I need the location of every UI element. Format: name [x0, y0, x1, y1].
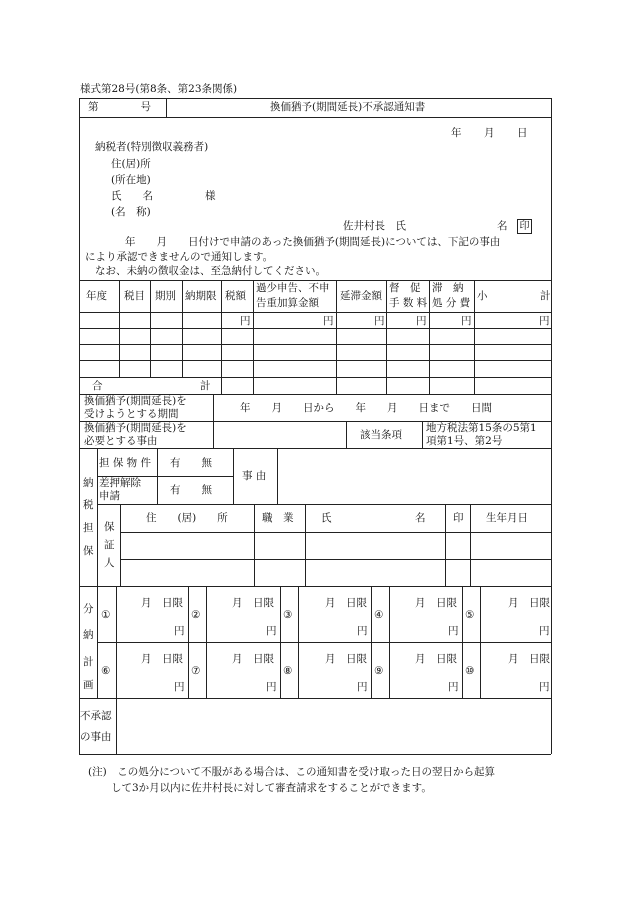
th-disp-fee-2: 処 分 費: [432, 297, 471, 309]
inst-2-date: 月 日限: [232, 597, 274, 609]
clause-value-1: 地方税法第15条の5第1: [426, 422, 537, 434]
installment-side-1: 分: [83, 603, 94, 615]
mark-4: ④: [374, 609, 384, 621]
total-left: 合: [92, 380, 103, 392]
taxpayer-name-label: 氏 名: [111, 190, 153, 202]
date-month: 月: [484, 127, 495, 139]
mayor-label: 佐井村長 氏: [343, 220, 406, 232]
note-line-2: して3か月以内に佐井村長に対して審査請求をすることができます。: [111, 782, 432, 794]
collateral-side-3: 担: [83, 522, 94, 534]
body-line-1: 年 月 日付けで申請のあった換価猶予(期間延長)については、下記の事由: [125, 236, 501, 248]
inst-3-date: 月 日限: [325, 597, 367, 609]
th-amount: 税額: [225, 290, 246, 302]
reason-label-2: 必要とする事由: [84, 435, 158, 447]
guarantor-2: 証: [104, 539, 115, 551]
inst-10-yen: 円: [539, 681, 550, 693]
th-penalty-2: 告重加算金額: [256, 297, 319, 309]
date-day: 日: [517, 127, 528, 139]
refusal-label-1: 不承認: [80, 710, 112, 722]
mayor-seal: 印: [517, 219, 532, 234]
period-label-2: 受けようとする期間: [84, 408, 179, 420]
period-value: 年 月 日から 年 月 日まで 日間: [240, 402, 492, 414]
inst-8-date: 月 日限: [325, 653, 367, 665]
inst-2-yen: 円: [266, 625, 277, 637]
inst-10-date: 月 日限: [508, 653, 550, 665]
mark-2: ②: [191, 609, 201, 621]
installment-side-2: 納: [83, 629, 94, 641]
document-title: 換価猶予(期間延長)不承認通知書: [270, 101, 426, 113]
release-label-1: 差押解除: [99, 477, 141, 489]
mark-1: ①: [101, 609, 111, 621]
mark-5: ⑤: [465, 609, 475, 621]
property-yes-no: 有 無: [170, 457, 212, 469]
mark-10: ⑩: [465, 665, 475, 677]
taxpayer-sama: 様: [205, 190, 216, 202]
taxpayer-address: 住(居)所: [111, 158, 151, 170]
period-label-1: 換価猶予(期間延長)を: [84, 395, 187, 407]
yen-disp-fee: 円: [461, 315, 472, 327]
date-year: 年: [451, 127, 462, 139]
mark-6: ⑥: [101, 665, 111, 677]
mark-3: ③: [283, 609, 293, 621]
body-line-2: により承認できませんので通知します。: [85, 251, 274, 263]
inst-3-yen: 円: [357, 625, 368, 637]
yen-amount: 円: [240, 315, 251, 327]
installment-side-4: 画: [83, 679, 94, 691]
inst-7-yen: 円: [266, 681, 277, 693]
th-year: 年度: [86, 290, 107, 302]
collateral-reason: 事 由: [242, 470, 267, 482]
guarantor-1: 保: [104, 521, 115, 533]
collateral-side-4: 保: [83, 545, 94, 557]
collateral-side-1: 納: [83, 477, 94, 489]
yen-prom-fee: 円: [416, 315, 427, 327]
installment-side-3: 計: [83, 656, 94, 668]
reason-label-1: 換価猶予(期間延長)を: [84, 422, 187, 434]
inst-6-yen: 円: [174, 681, 185, 693]
inst-6-date: 月 日限: [141, 653, 183, 665]
inst-1-date: 月 日限: [141, 597, 183, 609]
th-disp-fee-1: 滞 納: [432, 282, 464, 294]
mayor-name-suffix: 名: [497, 220, 508, 232]
col-job: 職 業: [262, 512, 294, 524]
th-deadline: 納期限: [185, 290, 217, 302]
inst-8-yen: 円: [357, 681, 368, 693]
form-id: 様式第28号(第8条、第23条関係): [80, 83, 238, 95]
col-name-l: 氏: [321, 512, 332, 524]
taxpayer-location: (所在地): [111, 174, 151, 186]
mark-9: ⑨: [374, 665, 384, 677]
body-line-3: なお、未納の徴収金は、至急納付してください。: [95, 265, 326, 277]
release-label-2: 申請: [99, 490, 120, 502]
col-address: 住 (居) 所: [146, 512, 228, 524]
th-prom-fee-2: 手 数 料: [389, 297, 428, 309]
guarantor-3: 人: [104, 557, 115, 569]
release-yes-no: 有 無: [170, 484, 212, 496]
th-penalty-1: 過少申告、不申: [256, 282, 330, 294]
total-right: 計: [200, 380, 211, 392]
th-delay: 延滞金額: [340, 290, 382, 302]
taxpayer-company-label: (名 称): [111, 206, 151, 218]
clause-value-2: 項第1号、第2号: [426, 435, 503, 447]
inst-9-date: 月 日限: [415, 653, 457, 665]
number-label: 第 号: [88, 101, 151, 113]
inst-4-yen: 円: [448, 625, 459, 637]
th-prom-fee-1: 督 促: [389, 282, 421, 294]
note-line-1: (注) この処分について不服がある場合は、この通知書を受け取った日の翌日から起算: [88, 766, 495, 778]
col-seal: 印: [453, 512, 464, 524]
yen-penalty: 円: [323, 315, 334, 327]
inst-5-date: 月 日限: [508, 597, 550, 609]
collateral-property: 担 保 物 件: [99, 457, 152, 469]
yen-subtotal: 円: [539, 315, 550, 327]
clause-label: 該当条項: [360, 429, 402, 441]
mark-8: ⑧: [283, 665, 293, 677]
inst-9-yen: 円: [448, 681, 459, 693]
th-period: 期別: [155, 290, 176, 302]
collateral-side-2: 税: [83, 499, 94, 511]
inst-4-date: 月 日限: [415, 597, 457, 609]
inst-1-yen: 円: [174, 625, 185, 637]
inst-7-date: 月 日限: [232, 653, 274, 665]
col-name-r: 名: [415, 512, 426, 524]
th-subtotal-2: 計: [540, 290, 551, 302]
col-dob: 生年月日: [486, 512, 528, 524]
inst-5-yen: 円: [539, 625, 550, 637]
th-tax: 税目: [124, 290, 145, 302]
mark-7: ⑦: [191, 665, 201, 677]
taxpayer-heading: 納税者(特別徴収義務者): [95, 141, 209, 153]
refusal-label-2: の事由: [80, 731, 112, 743]
th-subtotal-1: 小: [477, 290, 488, 302]
yen-delay: 円: [374, 315, 385, 327]
